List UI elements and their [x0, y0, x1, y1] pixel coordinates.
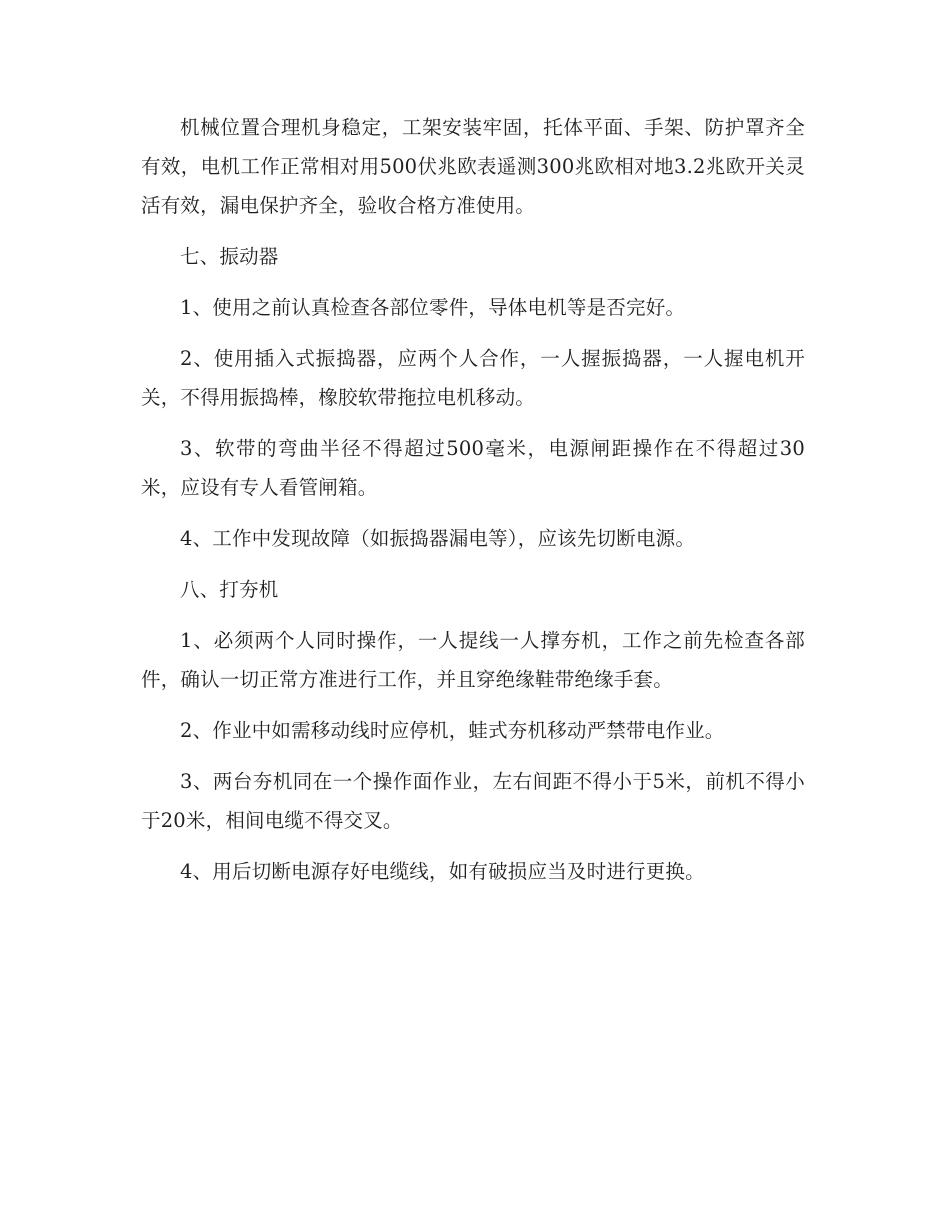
paragraph-tamper-2: 2、作业中如需移动线时应停机，蛙式夯机移动严禁带电作业。	[180, 719, 725, 742]
paragraph-vibrator-2: 2、使用插入式振捣器，应两个人合作，一人握振捣器，一人握电机开关，不得用振捣棒，橡胶软带拖拉电机移动。	[141, 347, 805, 409]
paragraph-vibrator-3: 3、软带的弯曲半径不得超过500毫米，电源闸距操作在不得超过30米，应设有专人看管闸箱。	[141, 437, 805, 499]
paragraph-tamper-3: 3、两台夯机同在一个操作面作业，左右间距不得小于5米，前机不得小于20米，相间电缆不得交叉。	[141, 770, 805, 832]
paragraph-tamper-1: 1、必须两个人同时操作，一人提线一人撑夯机，工作之前先检查各部件，确认一切正常方准进行工作，并且穿绝缘鞋带绝缘手套。	[141, 629, 805, 691]
paragraph-vibrator-4: 4、工作中发现故障（如振捣器漏电等），应该先切断电源。	[180, 527, 696, 550]
document-body	[141, 108, 805, 903]
section-heading-vibrator: 七、振动器	[180, 245, 279, 268]
section-heading-tamper: 八、打夯机	[180, 578, 279, 601]
paragraph-tamper-4: 4、用后切断电源存好电缆线，如有破损应当及时进行更换。	[180, 860, 705, 883]
paragraph-vibrator-1: 1、使用之前认真检查各部位零件，导体电机等是否完好。	[180, 296, 686, 319]
paragraph-machine-setup: 机械位置合理机身稳定，工架安装牢固，托体平面、手架、防护罩齐全有效，电机工作正常相对用500伏兆欧表遥测300兆欧相对地3.2兆欧开关灵活有效，漏电保护齐全，验收合格方准使用。	[141, 116, 805, 217]
